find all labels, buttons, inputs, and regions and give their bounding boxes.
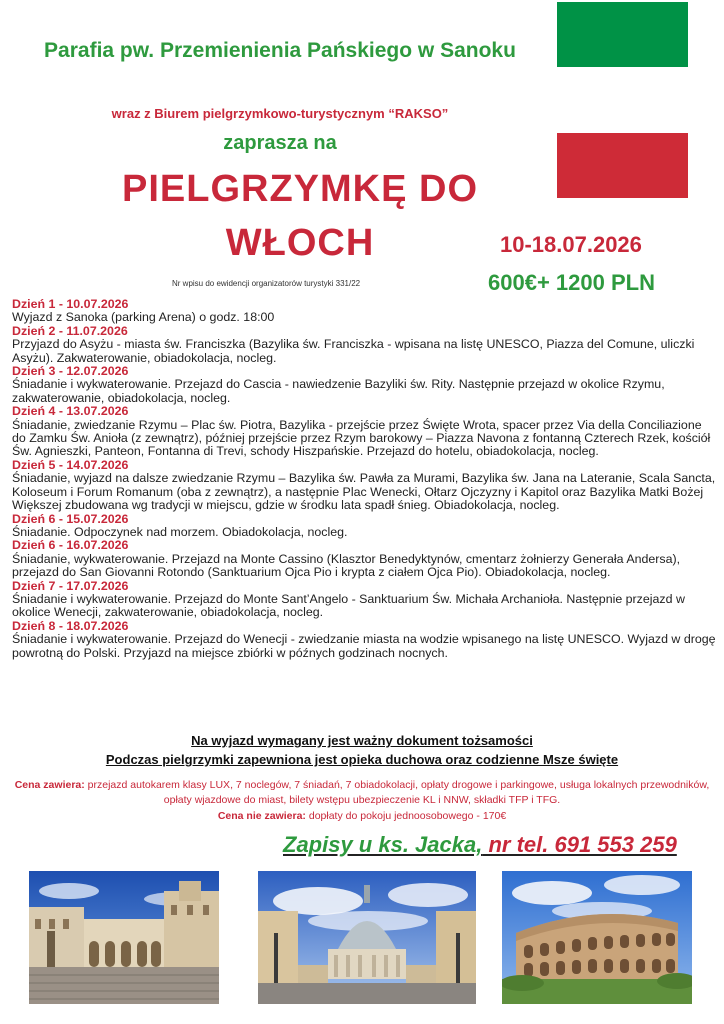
day-heading: Dzień 4 - 13.07.2026 [12,404,129,419]
price-excludes [14,809,710,824]
day-heading: Dzień 5 - 14.07.2026 [12,457,129,472]
day-description: Śniadanie. Odpoczynek nad morzem. Obiadokolacja, nocleg. [12,524,348,539]
registry-number: Nr wpisu do ewidencji organizatorów turystyki 331/22 [172,279,361,288]
day-description: Śniadanie i wykwaterowanie. Przejazd do Wenecji - zwiedzanie miasta na wodzie wpisanego na listę UNESCO. Wyjazd w drogę powrotną do Polski. Przyjazd na miejsce zbiórki w późnych godzinach nocnych. [12,632,716,660]
main-title-line2: WŁOCH [225,222,375,264]
day-heading: Dzień 8 - 18.07.2026 [12,618,129,633]
flag-green-stripe [557,2,688,67]
price-includes [14,778,710,808]
day-heading: Dzień 2 - 11.07.2026 [12,323,128,338]
colosseum-photo [502,871,692,1004]
signup-phone[interactable]: nr tel. 691 553 259 [482,832,677,857]
invite-line: zaprasza na [223,132,337,154]
itinerary-day [12,405,718,459]
price-includes-text: przejazd autokarem klasy LUX, 7 noclegów, 7 śniadań, 7 obiadokolacji, opłaty drogowe i parkingowe, usługa lokalnych przewodników, opłaty wjazdowe do miast, bilety wstępu ubezpieczenie KL i NNW, składki TFP i TFG. [84,779,710,806]
document-notice: Na wyjazd wymagany jest ważny dokument tożsamości [191,733,533,748]
itinerary-day [12,325,718,365]
day-description: Śniadanie, wykwaterowanie. Przejazd na Monte Cassino (Klasztor Benedyktynów, cmentarz żołnierzy Generała Andersa), przejazd do San Giovanni Rotondo (Sanktuarium Ojca Pio i krypta z ciałem Ojca Pio). Obiadokolacja, nocleg. [12,551,681,580]
itinerary-day [12,298,718,325]
day-heading: Dzień 6 - 15.07.2026 [12,511,129,526]
day-heading: Dzień 3 - 12.07.2026 [12,364,129,379]
day-heading: Dzień 6 - 16.07.2026 [12,538,129,553]
signup-person: Zapisy u ks. Jacka, [283,832,483,857]
organizer-title: Parafia pw. Przemienienia Pańskiego w Sanoku [44,39,516,62]
day-heading: Dzień 1 - 10.07.2026 [12,297,129,311]
signup-contact [283,832,677,858]
day-heading: Dzień 7 - 17.07.2026 [12,578,129,593]
spiritual-care-notice: Podczas pielgrzymki zapewniona jest opieka duchowa oraz codzienne Msze święte [105,752,619,767]
itinerary-day [12,620,718,660]
day-description: Przyjazd do Asyżu - miasta św. Franciszka (Bazylika św. Franciszka - wpisana na listę UNESCO, Piazza del Comune, uliczki Asyżu). Zakwaterowanie, obiadokolacja, nocleg. [12,337,695,365]
day-description: Śniadanie i wykwaterowanie. Przejazd do Cascia - nawiedzenie Bazyliki św. Rity. Następnie przejazd w okolice Rzymu, zakwaterowanie, obiadokolacja, nocleg. [12,377,665,405]
itinerary-day [12,513,718,540]
trip-price: 600€+ 1200 PLN [488,270,655,295]
trip-dates: 10-18.07.2026 [500,232,642,257]
partner-line: wraz z Biurem pielgrzymkowo-turystycznym “RAKSO” [111,106,449,121]
price-excludes-text: dopłaty do pokoju jednoosobowego - 170€ [305,810,507,822]
main-title-line1: PIELGRZYMKĘ DO [121,168,479,210]
price-excludes-label: Cena nie zawiera: [217,810,306,822]
flag-white-stripe [557,67,688,132]
itinerary-day [12,580,718,620]
itinerary-day [12,459,718,513]
itinerary-day [12,365,718,405]
itinerary-day [12,539,718,579]
day-description: Śniadanie, wyjazd na dalsze zwiedzanie Rzymu – Bazylika św. Pawła za Murami, Bazylika św. Jana na Lateranie, Scala Sancta, Koloseum i Forum Romanum (oba z zewnątrz), a następnie Plac Wenecki, Ołtarz Ojczyzny i Kapitol oraz Bazylika Matki Bożej Większej zbudowana wg tradycji w miejscu, gdzie w środku lata spadł śnieg. Obiadokolacja, nocleg. [12,471,716,513]
itinerary [12,298,718,660]
st-peters-basilica-photo [258,871,476,1004]
monte-cassino-abbey-photo [29,871,219,1004]
day-description: Śniadanie, zwiedzanie Rzymu – Plac św. Piotra, Bazylika - przejście przez Święte Wrota, spacer przez Via della Conciliazione do Zamku Św. Anioła (z zewnątrz), później przejście przez Rzym barokowy – Piazza Navona z fontanną Czterech Rzek, kościół Św. Agnieszki, Panteon, Fontanna di Trevi, schody Hiszpańskie. Przejazd do hotelu, obiadokolacja, nocleg. [12,417,711,459]
day-description: Śniadanie i wykwaterowanie. Przejazd do Monte Sant’Angelo - Sanktuarium Św. Michała Archanioła. Następnie przejazd w okolice Wenecji, zakwaterowanie, obiadokolacja, nocleg. [12,591,685,620]
day-description: Wyjazd z Sanoka (parking Arena) o godz. 18:00 [12,310,275,325]
price-includes-label: Cena zawiera: [14,779,85,791]
